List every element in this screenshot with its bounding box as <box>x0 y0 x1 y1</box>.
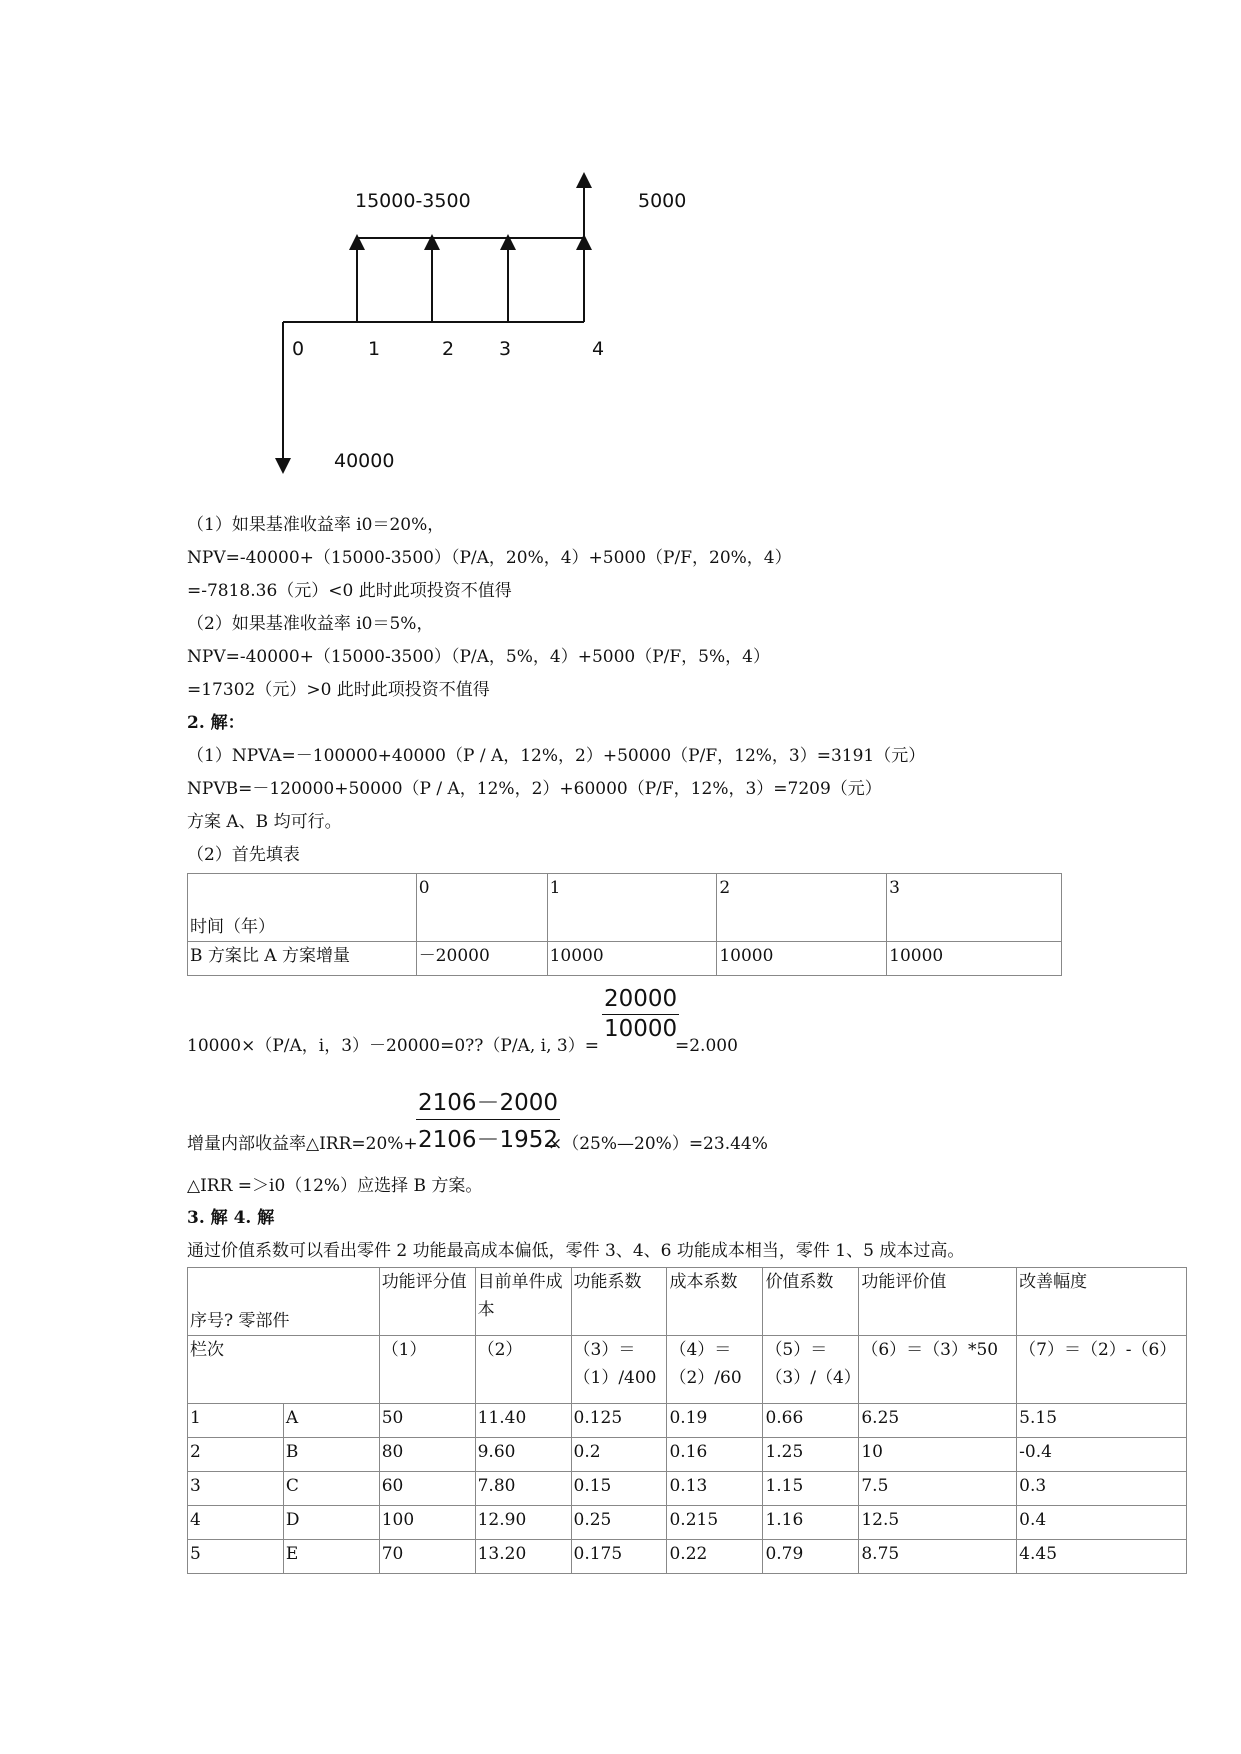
cell: 70 <box>379 1540 475 1574</box>
cell: 3 <box>188 1472 284 1506</box>
cell: 1.16 <box>763 1506 859 1540</box>
header-value-coef: 价值系数 <box>763 1268 859 1336</box>
table-row <box>188 1472 1187 1506</box>
cell: 100 <box>379 1506 475 1540</box>
cell: 60 <box>379 1472 475 1506</box>
part1-line-2: NPV=-40000+（15000-3500）（P/A，20%，4）+5000（P/F，20%，4） <box>187 548 792 568</box>
cell: 5 <box>188 1540 284 1574</box>
eq1-numerator: 20000 <box>602 986 679 1015</box>
cell: 12.5 <box>859 1506 1017 1540</box>
cell: 12.90 <box>475 1506 571 1540</box>
value-3-cell: 10000 <box>887 942 1062 976</box>
cell: 0.19 <box>667 1404 763 1438</box>
row-index-5: （5）＝（3）/（4） <box>763 1336 859 1404</box>
value-0-cell: －20000 <box>416 942 547 976</box>
table-row <box>188 1438 1187 1472</box>
part1-line-3: =-7818.36（元）<0 此时此项投资不值得 <box>187 581 512 601</box>
row-index-7: （7）＝（2）-（6） <box>1017 1336 1187 1404</box>
row-index-label: 栏次 <box>188 1336 380 1404</box>
eq2-numerator: 2106－2000 <box>416 1084 560 1120</box>
cell: 0.13 <box>667 1472 763 1506</box>
cell: D <box>283 1506 379 1540</box>
cell: 9.60 <box>475 1438 571 1472</box>
cell: A <box>283 1404 379 1438</box>
year-2-cell: 2 <box>717 874 887 942</box>
header-function-score: 功能评分值 <box>379 1268 475 1336</box>
cell: 0.2 <box>571 1438 667 1472</box>
cell: 4.45 <box>1017 1540 1187 1574</box>
cell: 0.79 <box>763 1540 859 1574</box>
part2-line-4: （2）首先填表 <box>187 845 300 865</box>
cell: B <box>283 1438 379 1472</box>
part1-line-6: =17302（元）>0 此时此项投资不值得 <box>187 680 490 700</box>
cell: E <box>283 1540 379 1574</box>
cell: 80 <box>379 1438 475 1472</box>
increment-table <box>187 873 1062 976</box>
table-row <box>188 1540 1187 1574</box>
cell: 7.5 <box>859 1472 1017 1506</box>
header-part-name: 序号? 零部件 <box>188 1268 380 1336</box>
cell: 0.215 <box>667 1506 763 1540</box>
period-label-3: 3 <box>499 338 512 360</box>
eq2-denominator: 2106－1952 <box>418 1127 559 1153</box>
value-engineering-table <box>187 1267 1187 1574</box>
cell: 6.25 <box>859 1404 1017 1438</box>
cell: 1 <box>188 1404 284 1438</box>
eq1-denominator: 10000 <box>604 1016 678 1042</box>
eq2-left: 增量内部收益率△IRR=20%+ <box>187 1134 418 1154</box>
cell: 0.175 <box>571 1540 667 1574</box>
cell: 0.3 <box>1017 1472 1187 1506</box>
eq1-right: =2.000 <box>675 1036 738 1056</box>
part2-line-2: NPVB=－120000+50000（P / A，12%，2）+60000（P/F，12%，3）=7209（元） <box>187 779 882 799</box>
header-unit-cost: 目前单件成本 <box>475 1268 571 1336</box>
eq2-fraction <box>416 1084 560 1154</box>
year-1-cell: 1 <box>547 874 717 942</box>
cell: -0.4 <box>1017 1438 1187 1472</box>
row-index-1: （1） <box>379 1336 475 1404</box>
investment-label: 40000 <box>334 450 395 472</box>
header-function-coef: 功能系数 <box>571 1268 667 1336</box>
value-1-cell: 10000 <box>547 942 717 976</box>
cash-flow-diagram <box>0 0 1241 480</box>
header-improvement: 改善幅度 <box>1017 1268 1187 1336</box>
cell: 1.25 <box>763 1438 859 1472</box>
part2-line-3: 方案 A、B 均可行。 <box>187 812 342 832</box>
period-label-1: 1 <box>368 338 381 360</box>
cell: 0.22 <box>667 1540 763 1574</box>
cell: 0.15 <box>571 1472 667 1506</box>
header-cost-coef: 成本系数 <box>667 1268 763 1336</box>
eq2-right: ×（25%—20%）=23.44% <box>548 1134 768 1154</box>
period-label-4: 4 <box>592 338 605 360</box>
eq1-left: 10000×（P/A，i，3）－20000=0??（P/A, i, 3）= <box>187 1036 599 1056</box>
salvage-label: 5000 <box>638 190 687 212</box>
cell: 11.40 <box>475 1404 571 1438</box>
cell: 7.80 <box>475 1472 571 1506</box>
cell: 1.15 <box>763 1472 859 1506</box>
cell: C <box>283 1472 379 1506</box>
header-function-eval: 功能评价值 <box>859 1268 1017 1336</box>
part1-line-5: NPV=-40000+（15000-3500）（P/A，5%，4）+5000（P/F，5%，4） <box>187 647 770 667</box>
row-index-3: （3）＝（1）/400 <box>571 1336 667 1404</box>
cell: 50 <box>379 1404 475 1438</box>
cell: 13.20 <box>475 1540 571 1574</box>
period-label-2: 2 <box>442 338 455 360</box>
part3-heading: 3. 解 4. 解 <box>187 1208 275 1228</box>
cell: 4 <box>188 1506 284 1540</box>
row-index-2: （2） <box>475 1336 571 1404</box>
cell: 0.25 <box>571 1506 667 1540</box>
cell: 0.16 <box>667 1438 763 1472</box>
cell: 8.75 <box>859 1540 1017 1574</box>
cell: 2 <box>188 1438 284 1472</box>
eq1-fraction <box>602 986 679 1042</box>
table-header-label: 时间（年） <box>188 874 417 942</box>
part2-conclusion: △IRR =＞i0（12%）应选择 B 方案。 <box>187 1176 483 1196</box>
cell: 0.4 <box>1017 1506 1187 1540</box>
part2-heading: 2. 解： <box>187 713 245 733</box>
period-label-0: 0 <box>292 338 305 360</box>
part1-line-1: （1）如果基准收益率 i0＝20%， <box>187 515 445 535</box>
row-index-4: （4）＝（2）/60 <box>667 1336 763 1404</box>
row-index-6: （6）＝（3）*50 <box>859 1336 1017 1404</box>
value-2-cell: 10000 <box>717 942 887 976</box>
row-label-cell: B 方案比 A 方案增量 <box>188 942 417 976</box>
table-row <box>188 1404 1187 1438</box>
year-3-cell: 3 <box>887 874 1062 942</box>
cell: 0.125 <box>571 1404 667 1438</box>
part2-line-1: （1）NPVA=－100000+40000（P / A，12%，2）+50000（P/F，12%，3）=3191（元） <box>187 746 926 766</box>
year-0-cell: 0 <box>416 874 547 942</box>
part1-line-4: （2）如果基准收益率 i0＝5%， <box>187 614 434 634</box>
cell: 0.66 <box>763 1404 859 1438</box>
cell: 5.15 <box>1017 1404 1187 1438</box>
table-row <box>188 1506 1187 1540</box>
part3-intro: 通过价值系数可以看出零件 2 功能最高成本偏低，零件 3、4、6 功能成本相当，零件 1、5 成本过高。 <box>187 1241 965 1261</box>
annuity-label: 15000-3500 <box>355 190 471 212</box>
cell: 10 <box>859 1438 1017 1472</box>
